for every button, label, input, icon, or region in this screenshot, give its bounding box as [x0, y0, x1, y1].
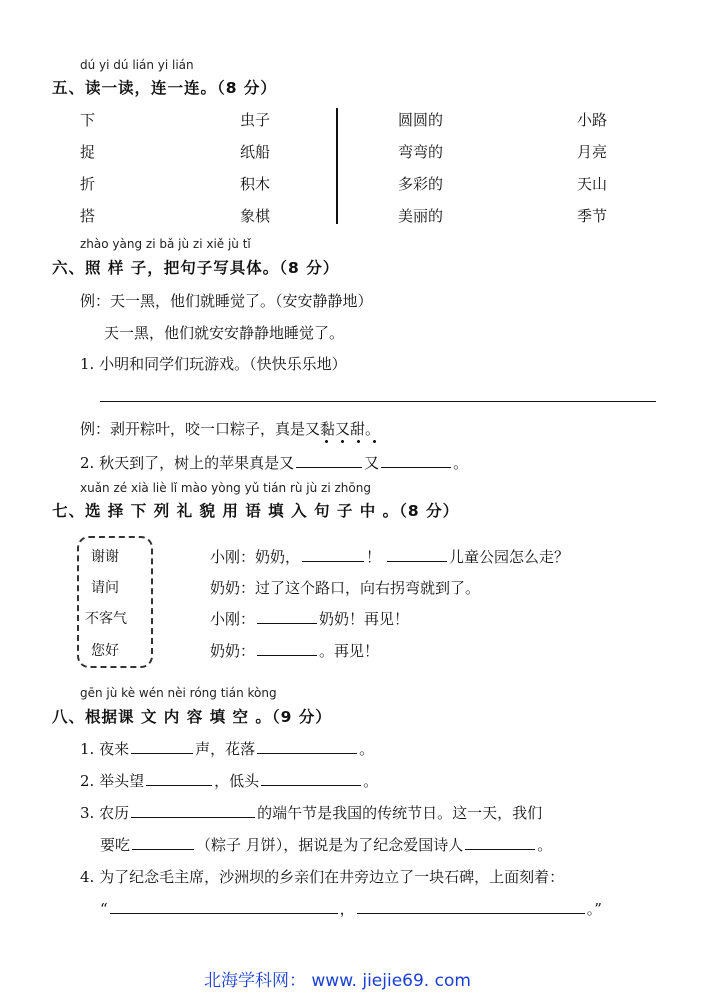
s8-question4: 4. 为了纪念毛主席，沙洲坝的乡亲们在井旁边立了一块石碑，上面刻着： [80, 868, 565, 886]
s8-question3: 3. 农历 的端午节是我国的传统节日。这一天，我们 [80, 804, 543, 822]
s5-left2-3: 象棋 [240, 207, 271, 225]
blank[interactable] [465, 848, 535, 850]
s6-example2: 例：剥开粽叶，咬一口粽子，真是又黏又甜。 [80, 420, 381, 438]
option-1: 请问 [91, 580, 119, 596]
s5-right2-2: 天山 [577, 175, 608, 193]
s6-title: 六、照 样 子，把句子写具体。（8 分） [52, 259, 340, 277]
blank[interactable] [302, 560, 364, 562]
s5-left1-1: 捉 [80, 143, 96, 161]
s5-right1-2: 多彩的 [398, 175, 444, 193]
s5-left1-2: 折 [80, 175, 96, 193]
s8-question4-answer: “ ， 。” [100, 900, 602, 918]
blank[interactable] [146, 784, 212, 786]
blank[interactable] [257, 622, 317, 624]
blank[interactable] [296, 466, 362, 468]
s7-line4: 奶奶： 。再见！ [210, 642, 380, 660]
s7-line1: 小刚：奶奶， ！ 儿童公园怎么走？ [210, 548, 570, 566]
emphasis-dot [325, 440, 328, 443]
s6-question2: 2. 秋天到了，树上的苹果真是又 又 。 [80, 454, 469, 472]
emphasis-dot [373, 440, 376, 443]
s6-pinyin: zhào yàng zi bǎ jù zi xiě jù tǐ [80, 237, 251, 251]
option-3: 您好 [91, 643, 119, 659]
s5-left2-0: 虫子 [240, 111, 271, 129]
footer-watermark: 北海学科网： www. jiejie69. com [204, 971, 471, 991]
s7-title: 七、选 择 下 列 礼 貌 用 语 填 入 句 子 中 。（8 分） [52, 502, 460, 520]
emphasis-dot [357, 440, 360, 443]
s5-pinyin: dú yi dú lián yi lián [80, 58, 194, 72]
divider-line [336, 108, 338, 224]
s7-line3: 小刚： 奶奶！再见！ [210, 610, 410, 628]
s8-question1: 1. 夜来 声，花落 。 [80, 740, 375, 758]
blank[interactable] [387, 560, 447, 562]
emphasis-dot [341, 440, 344, 443]
s5-left2-2: 积木 [240, 175, 271, 193]
option-2: 不客气 [85, 611, 127, 627]
s5-right1-0: 圆圆的 [398, 111, 444, 129]
s5-right1-3: 美丽的 [398, 207, 444, 225]
s8-title: 八、根据课 文 内 容 填 空 。（9 分） [52, 708, 332, 726]
s8-pinyin: gēn jù kè wén nèi róng tián kòng [80, 686, 277, 700]
blank[interactable] [261, 784, 361, 786]
blank[interactable] [257, 752, 357, 754]
s7-line2: 奶奶：过了这个路口，向右拐弯就到了。 [210, 579, 481, 597]
blank[interactable] [132, 848, 194, 850]
s8-question2: 2. 举头望 ，低头 。 [80, 772, 379, 790]
s5-right2-1: 月亮 [577, 143, 608, 161]
s8-question3-cont: 要吃 （粽子 月饼），据说是为了纪念爱国诗人 。 [100, 836, 553, 854]
s5-right1-1: 弯弯的 [398, 143, 444, 161]
s5-title: 五、读一读，连一连。（8 分） [52, 79, 277, 97]
blank[interactable] [381, 466, 451, 468]
s6-answer-line[interactable] [100, 401, 656, 402]
blank[interactable] [131, 752, 193, 754]
s5-right2-0: 小路 [577, 111, 608, 129]
s6-example1: 例：天一黑，他们就睡觉了。（安安静静地） [80, 292, 373, 310]
s5-left1-3: 搭 [80, 207, 96, 225]
s5-left1-0: 下 [80, 111, 96, 129]
s6-example1-answer: 天一黑，他们就安安静静地睡觉了。 [104, 324, 345, 342]
blank[interactable] [131, 816, 255, 818]
option-0: 谢谢 [91, 549, 119, 565]
s5-left2-1: 纸船 [240, 143, 271, 161]
blank[interactable] [257, 654, 317, 656]
s7-pinyin: xuǎn zé xià liè lǐ mào yòng yǔ tián rù jù zi zhōng [80, 481, 371, 495]
s6-question1: 1. 小明和同学们玩游戏。（快快乐乐地） [80, 355, 347, 373]
blank[interactable] [357, 912, 585, 914]
s5-right2-3: 季节 [577, 207, 608, 225]
blank[interactable] [110, 912, 338, 914]
